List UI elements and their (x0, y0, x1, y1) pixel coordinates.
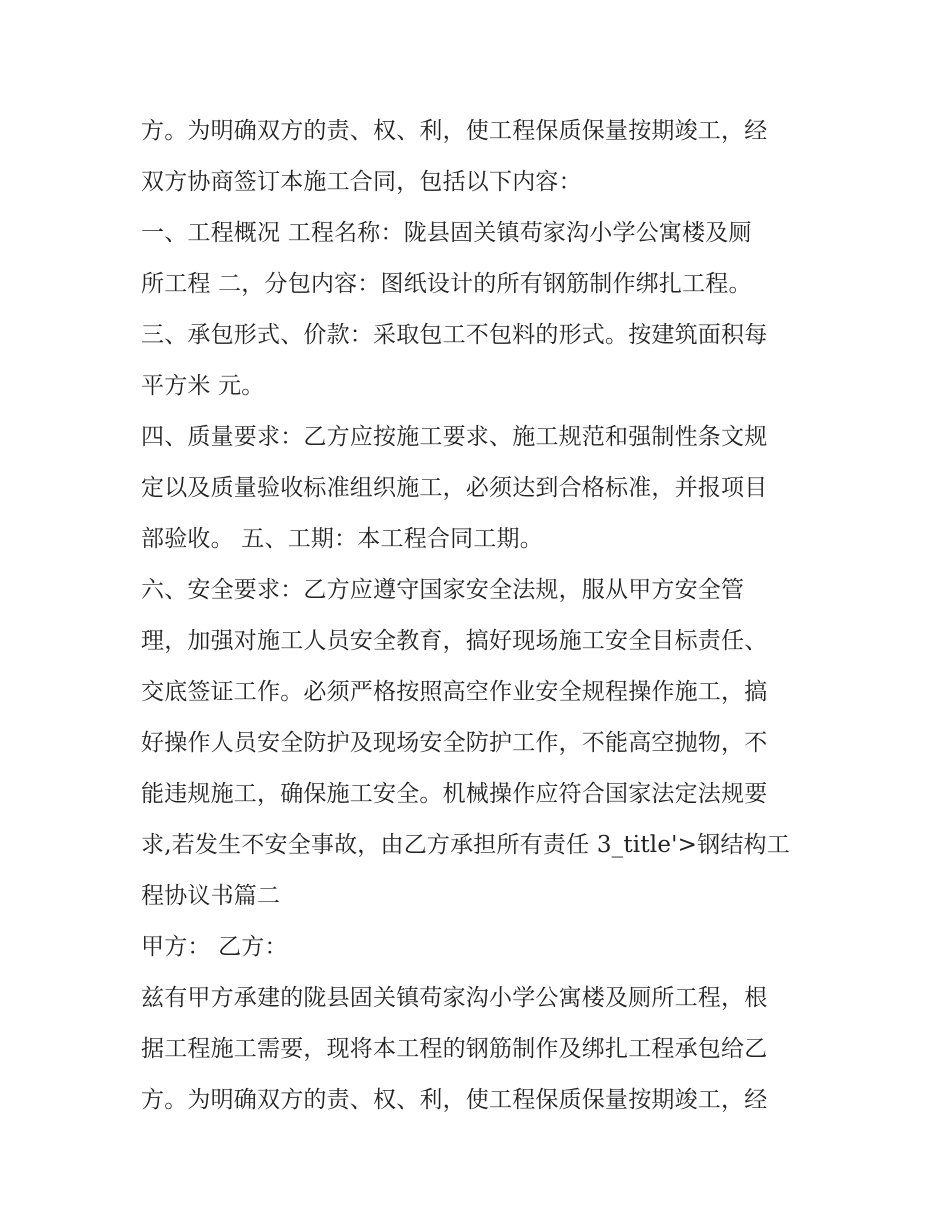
text-line: 方。为明确双方的责、权、利，使工程保质保量按期竣工，经 (141, 1087, 768, 1113)
document-body (141, 106, 821, 1126)
text-line: 双方协商签订本施工合同，包括以下内容： (141, 169, 582, 195)
text-line: 程协议书篇二 (141, 883, 281, 909)
text-line: 好操作人员安全防护及现场安全防护工作，不能高空抛物，不 (141, 730, 768, 756)
text-line: 能违规施工，确保施工安全。机械操作应符合国家法定法规要 (141, 781, 768, 807)
text-line: 方。为明确双方的责、权、利，使工程保质保量按期竣工，经 (141, 118, 768, 144)
text-line: 平方米 元。 (141, 373, 265, 399)
text-line: 据工程施工需要，现将本工程的钢筋制作及绑扎工程承包给乙 (141, 1036, 768, 1062)
text-line: 一、工程概况 工程名称：陇县固关镇苟家沟小学公寓楼及厕 (141, 220, 752, 246)
text-line: 定以及质量验收标准组织施工，必须达到合格标准，并报项目 (141, 475, 768, 501)
text-line: 部验收。 五、工期：本工程合同工期。 (141, 526, 543, 552)
text-line: 三、承包形式、价款：采取包工不包料的形式。按建筑面积每 (141, 322, 768, 348)
text-line: 理，加强对施工人员安全教育，搞好现场施工安全目标责任、 (141, 628, 768, 654)
text-line: 甲方： 乙方： (141, 934, 288, 960)
text-line: 四、质量要求：乙方应按施工要求、施工规范和强制性条文规 (141, 424, 768, 450)
text-line: 兹有甲方承建的陇县固关镇苟家沟小学公寓楼及厕所工程，根 (141, 985, 768, 1011)
text-line: 六、安全要求：乙方应遵守国家安全法规，服从甲方安全管 (141, 577, 745, 603)
text-line: 交底签证工作。必须严格按照高空作业安全规程操作施工，搞 (141, 679, 768, 705)
text-line: 所工程 二，分包内容：图纸设计的所有钢筋制作绑扎工程。 (141, 271, 752, 297)
text-line: 求,若发生不安全事故，由乙方承担所有责任 3_title'>钢结构工 (141, 832, 790, 858)
